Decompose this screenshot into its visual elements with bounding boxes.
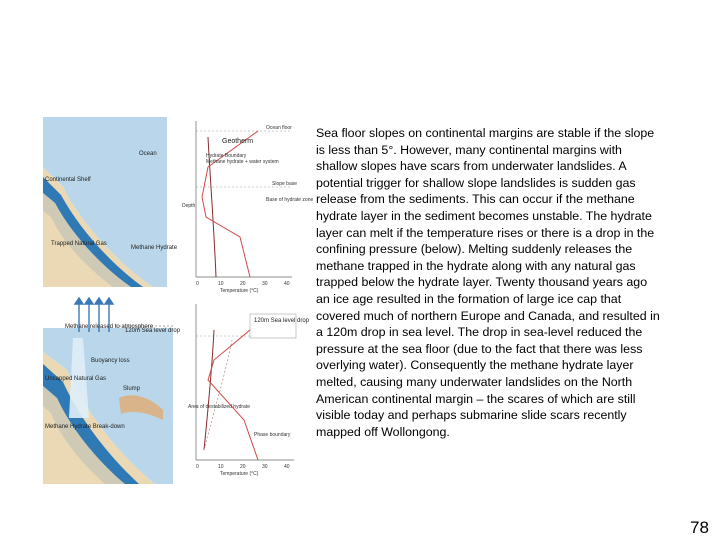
tick-label: 40 — [284, 464, 290, 470]
slope-base-label: Slope base — [272, 181, 298, 187]
bottom-phase-graph — [184, 300, 310, 477]
sediment-line-label: Base of hydrate zone — [266, 197, 314, 203]
methane-hydrate-label: Methane Hydrate — [131, 245, 178, 251]
ocean-floor-label: Ocean floor — [266, 125, 292, 131]
trapped-gas-label: Trapped Natural Gas — [51, 241, 107, 247]
sea-level-drop-label: 120m Sea level drop — [125, 328, 181, 334]
slump-label: Slump — [123, 386, 141, 392]
slide-number: 78 — [690, 518, 709, 537]
continental-shelf-label: Continental Shelf — [45, 177, 91, 183]
tick-label: 0 — [196, 464, 199, 470]
tick-label: 10 — [218, 464, 224, 470]
x-axis-label: Temperature (°C) — [220, 288, 259, 294]
sea-level-drop-label: 120m Sea level drop — [254, 318, 310, 324]
region-label: Area of destabilized hydrate — [188, 404, 250, 410]
tick-label: 10 — [218, 281, 224, 287]
x-axis-label: Temperature (°C) — [220, 471, 259, 477]
tick-label: 30 — [262, 281, 268, 287]
top-cross-section — [43, 117, 178, 287]
body-paragraph: Sea floor slopes on continental margins are stable if the slope is less than 5°. However, many continental margins with shallow slopes have scars from underwater landslides. A potential trigger for shallow slope landslides is sudden gas release from the sediments. This can occur if the methane hydrate layer in the sediment becomes unstable. The hydrate layer can melt if the temperature rises or there is a drop in the confining pressure (below). Melting suddenly releases the methane trapped in the hydrate along with any natural gas trapped below the hydrate layer. Twenty thousand years ago an ice age resulted in the formation of large ice cap that covered much of northern Europe and Canada, and resulted in a 120m drop in sea level. The drop in sea-level reduced the pressure at the sea floor (due to the fact that there was less overlying water). Consequently the methane hydrate layer melted, causing many underwater landslides on the North American continental margin – the scares of which are still visible today and perhaps submarine slide scars recently mapped off Wollongong. — [316, 126, 660, 439]
phase-boundary-label: Phase boundary — [254, 432, 291, 438]
bottom-cross-section — [43, 298, 181, 484]
breakdown-label: Methane Hydrate Break-down — [45, 424, 125, 430]
tick-label: 20 — [240, 464, 246, 470]
hydrate-note: Methane hydrate + water system — [206, 159, 279, 165]
ocean-label: Ocean — [139, 151, 157, 157]
tick-label: 20 — [240, 281, 246, 287]
geotherm-label: Geotherm — [222, 138, 254, 145]
tick-label: 30 — [262, 464, 268, 470]
buoyancy-loss-label: Buoyancy loss — [91, 358, 130, 364]
tick-label: 40 — [284, 281, 290, 287]
tick-label: 0 — [196, 281, 199, 287]
depth-label: Depth — [182, 203, 196, 209]
methane-released-label: Methane released to atmosphere — [65, 324, 154, 330]
hydrate-boundary-label: Hydrate Boundary — [206, 153, 247, 159]
top-phase-graph — [180, 117, 314, 295]
uncapped-gas-label: Uncapped Natural Gas — [45, 376, 107, 382]
